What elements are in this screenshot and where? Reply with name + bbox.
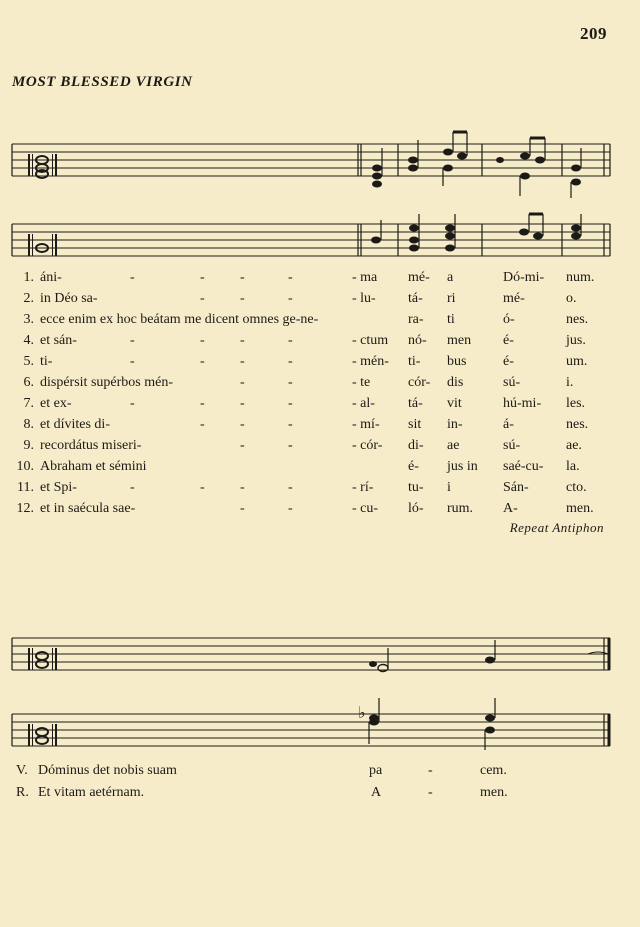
upper-staff-system-2: [0, 634, 640, 684]
verse-dash: -: [130, 333, 135, 348]
verse-text: dispérsit supérbos mén-: [40, 375, 173, 390]
verse-syllable: les.: [566, 396, 586, 411]
verse-dash: -: [240, 375, 245, 390]
verse-dash: -: [288, 375, 293, 390]
note: [533, 233, 543, 240]
verse-syllable: - lu-: [352, 291, 376, 306]
verse-syllable: á-: [503, 417, 514, 432]
clef-and-chord: [28, 648, 57, 670]
verse-syllable: a: [447, 270, 454, 285]
verse-syllable: i.: [566, 375, 574, 390]
verse-row: [0, 291, 640, 311]
verse-syllable: - mén-: [352, 354, 389, 369]
verse-dash: -: [288, 396, 293, 411]
verse-text: et Spi-: [40, 480, 77, 495]
clef-and-chord: [28, 234, 57, 256]
verse-syllable: nes.: [566, 417, 589, 432]
verse-syllable: tá-: [408, 291, 423, 306]
versicle-syllable: cem.: [480, 763, 507, 778]
note: [372, 181, 382, 188]
verse-dash: -: [200, 417, 205, 432]
notes-group: [369, 640, 608, 672]
notes-group: [371, 214, 581, 256]
verse-syllable: di-: [408, 438, 424, 453]
response-syllable: men.: [480, 785, 508, 800]
verse-syllable: - cu-: [352, 501, 379, 516]
note: [443, 149, 453, 156]
verse-syllable: saé-cu-: [503, 459, 544, 474]
notes-group: [372, 132, 581, 198]
verse-number: 3.: [23, 312, 34, 327]
verse-syllable: - ctum: [352, 333, 389, 348]
verse-text: recordátus miseri-: [40, 438, 142, 453]
verse-dash: -: [240, 291, 245, 306]
verse-syllable: vit: [447, 396, 462, 411]
verse-dash: -: [240, 438, 245, 453]
verse-syllable: o.: [566, 291, 577, 306]
versicle-row: [0, 763, 640, 783]
verse-syllable: sú-: [503, 375, 521, 390]
verse-text: ecce enim ex hoc beátam me dicent omnes ge-ne-: [40, 312, 319, 327]
note: [408, 165, 418, 172]
note: [372, 173, 382, 180]
verse-syllable: jus.: [566, 333, 586, 348]
note: [445, 225, 455, 232]
section-title: MOST BLESSED VIRGIN: [12, 74, 193, 90]
upper-staff-system-1: [0, 140, 640, 200]
verse-row: [0, 501, 640, 521]
verse-dash: -: [240, 333, 245, 348]
verse-dash: -: [130, 270, 135, 285]
verse-dash: -: [240, 501, 245, 516]
verse-syllable: cór-: [408, 375, 431, 390]
verse-syllable: - cór-: [352, 438, 383, 453]
verse-dash: -: [200, 270, 205, 285]
verse-syllable: ó-: [503, 312, 515, 327]
page-number: 209: [580, 24, 607, 43]
versicle-text: Dóminus det nobis suam: [38, 763, 177, 778]
staff-lines: [12, 714, 610, 746]
verse-syllable: sú-: [503, 438, 521, 453]
note: [409, 225, 419, 232]
note: [519, 229, 529, 236]
verse-text: et sán-: [40, 333, 77, 348]
clef-and-chord: [28, 154, 57, 178]
verse-syllable: ra-: [408, 312, 424, 327]
verse-syllable: - ma: [352, 270, 378, 285]
response-dash: -: [428, 785, 433, 800]
verse-text: et ex-: [40, 396, 72, 411]
note: [485, 715, 495, 722]
versicle-mark: V.: [16, 763, 28, 778]
verse-syllable: bus: [447, 354, 467, 369]
verse-syllable: Sán-: [503, 480, 529, 495]
verse-row: [0, 438, 640, 458]
verse-dash: -: [200, 480, 205, 495]
staff-lines: [12, 144, 610, 176]
verse-dash: -: [130, 396, 135, 411]
verse-number: 6.: [23, 375, 34, 390]
verse-syllable: rum.: [447, 501, 474, 516]
verse-syllable: hú-mi-: [503, 396, 542, 411]
versicle-dash: -: [428, 763, 433, 778]
verse-dash: -: [288, 291, 293, 306]
note: [535, 157, 545, 164]
verse-syllable: é-: [503, 354, 514, 369]
note: [445, 245, 455, 252]
verse-text: Abraham et sémini: [40, 459, 147, 474]
verse-syllable: la.: [566, 459, 580, 474]
verse-dash: -: [288, 417, 293, 432]
verse-syllable: A-: [503, 501, 518, 516]
verse-syllable: - rí-: [352, 480, 374, 495]
response-mark: R.: [16, 785, 29, 800]
verse-syllable: ae: [447, 438, 460, 453]
note: [409, 237, 419, 244]
response-row: [0, 785, 640, 805]
note: [369, 719, 379, 726]
note: [408, 157, 418, 164]
note: [485, 727, 495, 734]
verse-syllable: ae.: [566, 438, 582, 453]
verse-syllable: mé-: [408, 270, 430, 285]
verse-syllable: mé-: [503, 291, 525, 306]
clef-and-chord: [28, 724, 57, 746]
verse-dash: -: [288, 270, 293, 285]
verse-syllable: é-: [408, 459, 419, 474]
note: [571, 225, 581, 232]
verse-row: [0, 333, 640, 353]
verse-text: et in saécula sae-: [40, 501, 136, 516]
verse-syllable: ti: [447, 312, 455, 327]
verse-syllable: ri: [447, 291, 456, 306]
verse-number: 1.: [23, 270, 34, 285]
note: [409, 245, 419, 252]
verse-row: [0, 480, 640, 500]
note: [571, 233, 581, 240]
response-text: Et vitam aetérnam.: [38, 785, 145, 800]
verse-row: [0, 396, 640, 416]
verse-text: in Déo sa-: [40, 291, 98, 306]
verse-syllable: ti-: [408, 354, 421, 369]
repeat-antiphon-label: Repeat Antiphon: [509, 520, 604, 535]
verse-dash: -: [288, 480, 293, 495]
verse-dash: -: [240, 417, 245, 432]
verse-dash: -: [200, 354, 205, 369]
verse-syllable: nó-: [408, 333, 427, 348]
verse-syllable: tu-: [408, 480, 424, 495]
verse-dash: -: [200, 396, 205, 411]
verse-syllable: tá-: [408, 396, 423, 411]
response-syllable: A: [371, 785, 382, 800]
note: [485, 657, 495, 664]
verse-syllable: - mí-: [352, 417, 380, 432]
verse-number: 4.: [23, 333, 34, 348]
verse-text: áni-: [40, 270, 62, 285]
note: [369, 661, 377, 667]
verse-dash: -: [288, 501, 293, 516]
verse-syllable: men.: [566, 501, 594, 516]
lower-staff-system-2: [0, 703, 640, 760]
verse-text: et dívites di-: [40, 417, 110, 432]
verse-dash: -: [240, 270, 245, 285]
verse-dash: -: [240, 480, 245, 495]
verse-number: 8.: [23, 417, 34, 432]
verse-syllable: dis: [447, 375, 464, 390]
verse-row: [0, 270, 640, 290]
verse-syllable: um.: [566, 354, 588, 369]
note: [520, 173, 530, 180]
verse-number: 7.: [23, 396, 34, 411]
note: [571, 165, 581, 172]
verse-syllable: ló-: [408, 501, 424, 516]
verse-row: [0, 354, 640, 374]
verse-number: 10.: [16, 459, 34, 474]
verse-syllable: sit: [408, 417, 422, 432]
verse-dash: -: [200, 333, 205, 348]
note: [372, 165, 382, 172]
verse-number: 11.: [17, 480, 34, 495]
verse-row: [0, 459, 640, 479]
verse-dash: -: [288, 438, 293, 453]
verse-syllable: men: [447, 333, 472, 348]
note: [457, 153, 467, 160]
verse-syllable: é-: [503, 333, 514, 348]
verse-dash: -: [130, 354, 135, 369]
verse-row: [0, 417, 640, 437]
verse-dash: -: [240, 396, 245, 411]
verse-dash: -: [288, 333, 293, 348]
note: [445, 233, 455, 240]
verse-number: 2.: [23, 291, 34, 306]
notes-group: [358, 698, 495, 750]
verse-dash: -: [130, 480, 135, 495]
verse-syllable: - al-: [352, 396, 375, 411]
verse-number: 12.: [16, 501, 34, 516]
note: [371, 237, 381, 244]
verse-syllable: jus in: [447, 459, 478, 474]
verse-syllable: Dó-mi-: [503, 270, 545, 285]
verse-dash: -: [288, 354, 293, 369]
verse-syllable: - te: [352, 375, 371, 390]
verse-dash: -: [240, 354, 245, 369]
staff-lines: [12, 224, 610, 256]
verse-text: ti-: [40, 354, 53, 369]
verse-dash: -: [200, 291, 205, 306]
note: [496, 157, 504, 163]
verse-syllable: in-: [447, 417, 463, 432]
verse-syllable: nes.: [566, 312, 589, 327]
versicle-syllable: pa: [369, 763, 383, 778]
verse-syllable: i: [447, 480, 451, 495]
note: [571, 179, 581, 186]
verse-syllable: cto.: [566, 480, 587, 495]
verse-row: [0, 375, 640, 395]
flat-icon: ♭: [358, 703, 366, 722]
note: [443, 165, 453, 172]
lower-staff-system-1: [0, 220, 640, 270]
staff-lines: [12, 638, 610, 670]
verse-row: [0, 312, 640, 332]
verse-syllable: num.: [566, 270, 595, 285]
verse-number: 5.: [23, 354, 34, 369]
verse-number: 9.: [23, 438, 34, 453]
note: [520, 153, 530, 160]
